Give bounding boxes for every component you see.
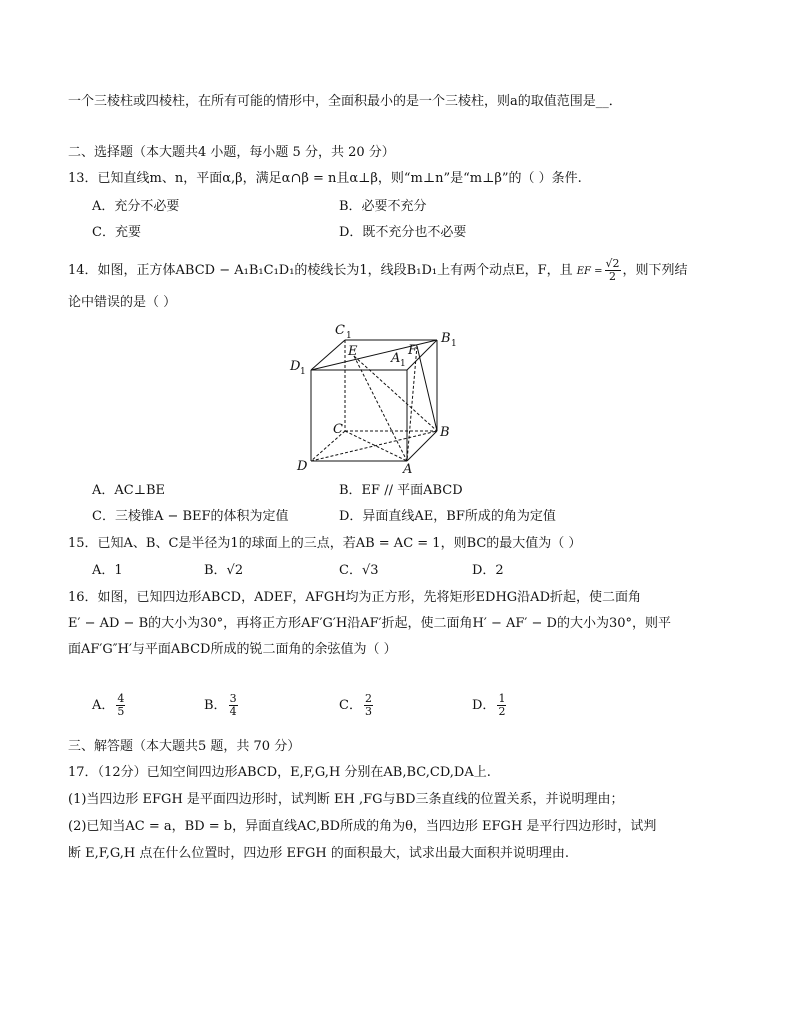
diag-d1-b1 — [311, 340, 437, 370]
q16-option-c-den: 3 — [364, 705, 372, 718]
seg-f-b — [417, 346, 437, 431]
q13-option-d: D．既不充分也不必要 — [339, 225, 467, 240]
section-2-heading: 二、选择题（本大题共4 小题，每小题 5 分，共 20 分） — [68, 145, 395, 160]
label-d1: D — [290, 359, 301, 374]
q14-option-a: A．AC⊥BE — [92, 483, 165, 498]
q16-option-a-label: A． — [92, 698, 115, 713]
q16-option-b — [204, 693, 240, 718]
label-b: B — [440, 425, 450, 440]
q14-stem-line2: 论中错误的是（ ） — [68, 295, 177, 310]
label-b1: B — [441, 331, 451, 346]
cube-figure — [285, 318, 475, 478]
label-c1: C — [335, 323, 345, 338]
q16-option-a-fraction — [116, 693, 125, 718]
q15-option-a: A．1 — [92, 563, 123, 578]
q16-option-a-den: 5 — [117, 705, 125, 718]
q17-part-2-line2: 断 E,F,G,H 点在什么位置时，四边形 EFGH 的面积最大，试求出最大面积并说明理由. — [68, 846, 570, 861]
label-a1-sub: 1 — [400, 359, 406, 369]
q15-option-d: D．2 — [472, 563, 504, 578]
label-e: E — [348, 344, 358, 359]
visible-edges — [311, 340, 437, 461]
seg-e-b — [354, 356, 437, 431]
q16-stem-line3: 面AF′G″H′与平面ABCD所成的锐二面角的余弦值为（ ） — [68, 642, 397, 657]
q14-option-d: D．异面直线AE，BF所成的角为定值 — [339, 509, 556, 524]
label-f: F — [408, 343, 418, 358]
label-c: C — [333, 422, 343, 437]
q16-option-d-num: 1 — [498, 692, 506, 705]
q16-option-d-label: D． — [472, 698, 496, 713]
q16-option-b-den: 4 — [229, 705, 237, 718]
q17-stem: 17．（12分）已知空间四边形ABCD，E,F,G,H 分别在AB,BC,CD,DA上. — [68, 765, 491, 780]
q16-option-c — [339, 693, 375, 718]
q16-option-a-num: 4 — [117, 692, 125, 705]
q14-stem-tail: ，则下列结 — [622, 263, 688, 278]
q13-stem: 13．已知直线m、n，平面α,β，满足α∩β = n且α⊥β，则“m⊥n”是“m⊥β”的（ ）条件. — [68, 171, 582, 186]
label-b1-sub: 1 — [451, 339, 457, 349]
diag-d-b — [311, 431, 437, 461]
q16-option-c-fraction — [364, 693, 373, 718]
q13-option-c: C．充要 — [92, 225, 141, 240]
q16-option-a — [92, 693, 127, 718]
q16-option-b-fraction — [229, 693, 238, 718]
hidden-edges — [311, 340, 437, 461]
q15-option-c: C．√3 — [339, 563, 379, 578]
q14-ef-lhs: EF = — [576, 266, 603, 277]
q17-part-2-line1: (2)已知当AC = a，BD = b，异面直线AC,BD所成的角为θ，当四边形 EFGH 是平行四边形时，试判 — [68, 819, 657, 834]
seg-e-a — [354, 356, 407, 461]
q16-option-d-den: 2 — [498, 705, 506, 718]
q16-option-c-num: 2 — [364, 692, 372, 705]
seg-f-a — [407, 346, 417, 461]
label-a: A — [403, 462, 413, 477]
intro-line: 一个三棱柱或四棱柱，在所有可能的情形中，全面积最小的是一个三棱柱，则a的取值范围是__． — [68, 94, 622, 109]
q17-part-1: (1)当四边形 EFGH 是平面四边形时，试判断 EH ,FG与BD三条直线的位置关系，并说明理由； — [68, 792, 624, 807]
label-a1: A — [391, 351, 401, 366]
q14-stem-line1 — [68, 258, 688, 283]
q13-option-b: B．必要不充分 — [339, 199, 427, 214]
q14-ef-fraction — [605, 258, 621, 283]
q14-ef-num: √2 — [605, 257, 620, 270]
edge-a-b — [407, 431, 437, 461]
q16-stem-line1: 16．如图，已知四边形ABCD，ADEF，AFGH均为正方形，先将矩形EDHG沿AD折起，使二面角 — [68, 590, 641, 605]
q16-option-b-label: B． — [204, 698, 227, 713]
q14-option-c: C．三棱锥A − BEF的体积为定值 — [92, 509, 289, 524]
q15-stem: 15．已知A、B、C是半径为1的球面上的三点，若AB = AC = 1，则BC的最大值为（ ） — [68, 536, 582, 551]
label-d: D — [297, 459, 308, 474]
q14-ef-den: 2 — [609, 270, 617, 283]
q16-option-b-num: 3 — [229, 692, 237, 705]
q13-option-a: A．充分不必要 — [92, 199, 180, 214]
label-c1-sub: 1 — [346, 331, 352, 341]
label-d1-sub: 1 — [300, 367, 306, 377]
q16-option-d — [472, 693, 508, 718]
q16-option-c-label: C． — [339, 698, 362, 713]
q16-stem-line2: E′ − AD − B的大小为30°，再将正方形AF′G′H沿AF′折起，使二面角H′ − AF′ − D的大小为30°，则平 — [68, 616, 671, 631]
q16-option-d-fraction — [497, 693, 506, 718]
q15-option-b: B．√2 — [204, 563, 244, 578]
section-3-heading: 三、解答题（本大题共5 题，共 70 分） — [68, 739, 301, 754]
q14-option-b: B．EF // 平面ABCD — [339, 483, 463, 498]
q14-stem-text: 14．如图，正方体ABCD − A₁B₁C₁D₁的棱线长为1，线段B₁D₁上有两个动点E，F，且 — [68, 263, 573, 278]
